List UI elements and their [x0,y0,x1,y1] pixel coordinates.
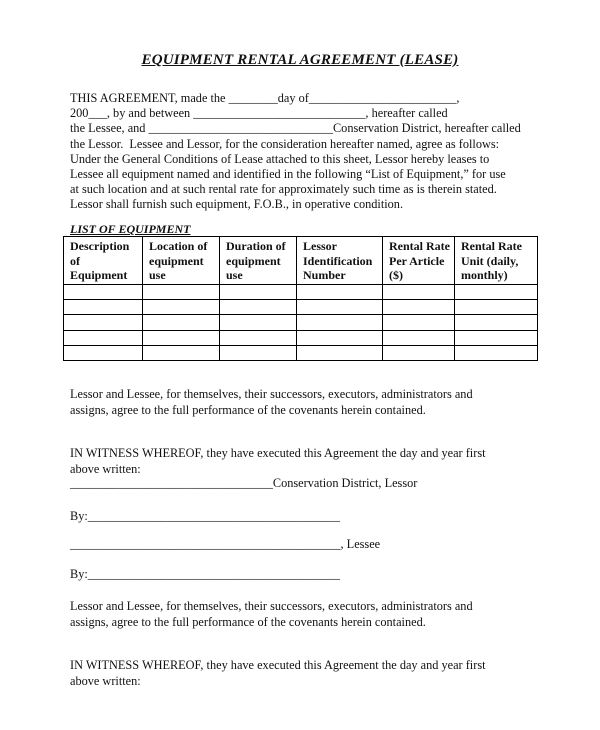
column-header-location: Location of equipment use [143,237,220,285]
page-title: EQUIPMENT RENTAL AGREEMENT (LEASE) [141,52,459,68]
table-cell[interactable] [455,299,538,314]
covenant-line: Lessor and Lessee, for themselves, their successors, executors, administrators and [70,387,473,401]
table-cell[interactable] [297,299,383,314]
table-cell[interactable] [383,299,455,314]
covenant-line: Lessor and Lessee, for themselves, their successors, executors, administrators and [70,599,473,613]
agreement-intro [70,91,540,213]
column-header-rental-rate: Rental Rate Per Article ($) [383,237,455,285]
table-cell[interactable] [383,346,455,361]
covenant-paragraph-repeat [70,599,540,630]
lessor-by-signature-line[interactable]: By:_________________________________________ [70,509,340,523]
witness-line: above written: [70,461,141,476]
witness-paragraph-repeat [70,658,540,689]
table-cell[interactable] [143,299,220,314]
table-cell[interactable] [383,284,455,299]
table-cell[interactable] [455,315,538,330]
table-cell[interactable] [297,284,383,299]
covenant-line: assigns, agree to the full performance of the covenants herein contained. [70,402,426,417]
table-cell[interactable] [64,315,143,330]
column-header-lessor-id: Lessor Identification Number [297,237,383,285]
table-cell[interactable] [64,330,143,345]
covenant-line: assigns, agree to the full performance of the covenants herein contained. [70,614,426,629]
table-cell[interactable] [220,330,297,345]
table-row [64,284,538,299]
witness-line: above written: [70,673,141,688]
table-cell[interactable] [64,299,143,314]
table-cell[interactable] [220,299,297,314]
table-cell[interactable] [297,315,383,330]
table-cell[interactable] [297,330,383,345]
witness-paragraph [70,446,540,477]
table-cell[interactable] [455,284,538,299]
table-cell[interactable] [220,315,297,330]
column-header-description: Description of Equipment [64,237,143,285]
intro-line: 200___, by and between ____________________________, hereafter called [70,106,448,121]
table-cell[interactable] [143,330,220,345]
table-cell[interactable] [383,315,455,330]
intro-line: THIS AGREEMENT, made the ________day of________________________, [70,91,460,105]
table-cell[interactable] [143,315,220,330]
table-cell[interactable] [297,346,383,361]
table-cell[interactable] [383,330,455,345]
table-row [64,315,538,330]
table-cell[interactable] [220,284,297,299]
table-row [64,330,538,345]
equipment-table [63,236,538,361]
table-header-row [64,237,538,285]
intro-line: Under the General Conditions of Lease attached to this sheet, Lessor hereby leases to [70,151,490,166]
lessor-signature-line[interactable]: _________________________________Conservation District, Lessor [70,476,418,490]
table-cell[interactable] [64,284,143,299]
covenant-paragraph [70,387,540,418]
table-cell[interactable] [64,346,143,361]
intro-line: Lessee all equipment named and identified in the following “List of Equipment,” for use [70,167,506,182]
table-cell[interactable] [455,346,538,361]
table-cell[interactable] [220,346,297,361]
intro-line: Lessor shall furnish such equipment, F.O.B., in operative condition. [70,197,404,212]
intro-line: the Lessee, and ______________________________Conservation District, hereafter called [70,121,521,136]
lessee-by-signature-line[interactable]: By:_________________________________________ [70,567,340,581]
lessee-signature-line[interactable]: ____________________________________________, Lessee [70,537,381,551]
intro-line: the Lessor. Lessee and Lessor, for the consideration hereafter named, agree as follows: [70,136,500,151]
table-cell[interactable] [143,346,220,361]
column-header-duration: Duration of equipment use [220,237,297,285]
table-row [64,299,538,314]
table-row [64,346,538,361]
witness-line: IN WITNESS WHEREOF, they have executed this Agreement the day and year first [70,658,486,672]
equipment-list-heading: LIST OF EQUIPMENT [70,222,191,236]
table-cell[interactable] [143,284,220,299]
column-header-rate-unit: Rental Rate Unit (daily, monthly) [455,237,538,285]
table-cell[interactable] [455,330,538,345]
intro-line: at such location and at such rental rate for approximately such time as is therein stated. [70,182,497,197]
witness-line: IN WITNESS WHEREOF, they have executed this Agreement the day and year first [70,446,486,460]
